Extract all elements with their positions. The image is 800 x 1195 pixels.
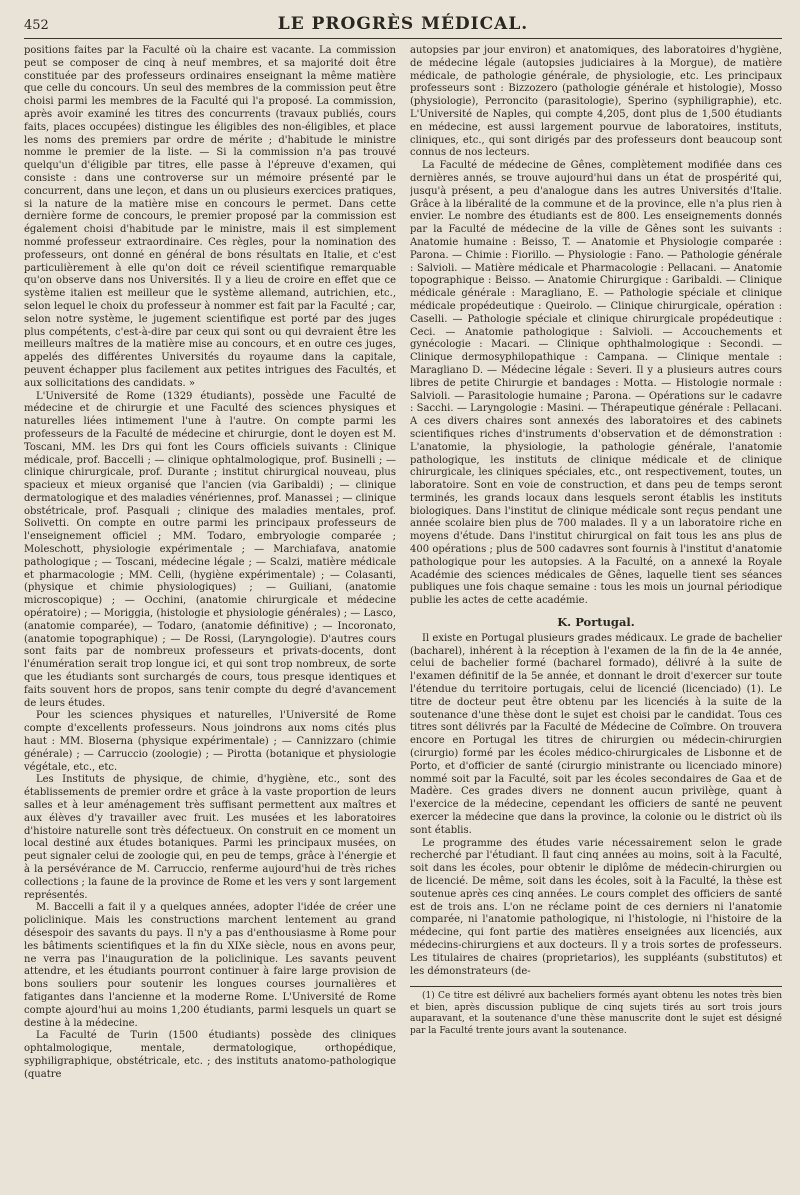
page-number: 452 (24, 18, 49, 33)
text-columns (24, 45, 782, 1195)
journal-title: LE PROGRÈS MÉDICAL. (277, 14, 529, 34)
page-header (24, 14, 782, 39)
paragraph: Il existe en Portugal plusieurs grades médicaux. Le grade de bachelier (bacharel), inhérent à la réception à l'examen de la fin de la 4e année, celui de bachelier formé (bacharel formado), délivré à la suite de l'examen définitif de la 5e année, et donnant le droit d'exercer sur toute l'étendue du territoire portugais, celui de licencié (licenciado) (1). Le titre de docteur peut être obtenu par les licenciés à la suite de la soutenance d'une thèse dont le sujet est choisi par le candidat. Tous ces titres sont délivrés par la Faculté de Médecine de Coïmbre. On trouvera encore en Portugal les titres de chirurgien ou médecin-chirurgien (cirurgio) formé par les écoles médico-chirurgicales de Lisbonne et de Porto, et d'officier de santé (cirurgio ministrante ou licenciado minore) nommé soit par la Faculté, soit par les écoles secondaires de Gaa et de Madère. Ces grades divers ne donnent aucun privilège, quant à l'exercice de la médecine, cependant les officiers de santé ne peuvent exercer la médecine que dans la province, la colonie ou le district où ils sont établis. (410, 632, 782, 836)
footnote-divider (410, 986, 782, 987)
paragraph: La Faculté de Turin (1500 étudiants) possède des cliniques ophtalmologique, mentale, dermatologique, orthopédique, syphiligraphique, obstétricale, etc. ; des instituts anatomo-pathologique (quatre (24, 1030, 396, 1080)
right-column (410, 45, 782, 1195)
paragraph: La Faculté de médecine de Gênes, complètement modifiée dans ces dernières annés, se trouve aujourd'hui dans un état de prospérité qui, jusqu'à présent, a peu d'analogue dans les autres Universités d'Italie. Grâce à la libéralité de la commune et de la province, elle n'a plus rien à envier. Le nombre des étudiants est de 800. Les enseignements donnés par la Faculté de médecine de la ville de Gênes sont les suivants : Anatomie humaine : Beisso, T. — Anatomie et Physiologie comparée : Parona. — Chimie : Fiorillo. — Physiologie : Fano. — Pathologie générale : Salvioli. — Matière médicale et Pharmacologie : Pellacani. — Anatomie topographique : Beisso. — Anatomie Chirurgique : Garibaldi. — Clinique médicale générale : Maragliano, E. — Pathologie spéciale et clinique médicale propédeutique : Queirolo. — Clinique chirurgicale, opération : Caselli. — Pathologie spéciale et clinique chirurgicale propédeutique : Ceci. — Anatomie pathologique : Salvioli. — Accouchements et gynécologie : Macari. — Clinique ophthalmologique : Secondi. — Clinique dermosyphilopathique : Campana. — Clinique mentale : Maragliano D. — Médecine légale : Severi. Il y a plusieurs autres cours libres de petite Chirurgie et bandages : Motta. — Histologie normale : Salvioli. — Parasitologie humaine ; Parona. — Opérations sur le cadavre : Sacchi. — Laryngologie : Masini. — Thérapeutique générale : Pellacani. A ces divers chaires sont annexés des laboratoires et des cabinets scientifiques riches d'instruments d'observation et de démonstration : L'anatomie, la physiologie, la pathologie générale, l'anatomie pathologique, les instituts de clinique médicale et de clinique chirurgicale, les cliniques spéciales, etc., ont respectivement, toutes, un laboratoire. Sont en voie de construction, et dans peu de temps seront terminés, les grands locaux dans lesquels seront établis les instituts biologiques. Dans l'institut de clinique médicale sont reçus pendant une année scolaire bien plus de 700 malades. Il y a un laboratoire riche en moyens d'étude. Dans l'institut chirurgical on fait tous les ans plus de 400 opérations ; plus de 500 cadavres sont fournis à l'institut d'anatomie pathologique pour les autopsies. A la Faculté, on a annexé la Royale Académie des sciences médicales de Gênes, laquelle tient ses séances publiques une fois chaque semaine : tous les mois un journal périodique publie les actes de cette académie. (410, 160, 782, 607)
paragraph: L'Université de Rome (1329 étudiants), possède une Faculté de médecine et de chirurgie et une Faculté des sciences physiques et naturelles liées intimement l'une à l'autre. On compte parmi les professeurs de la Faculté de médecine et chirurgie, dont le doyen est M. Toscani, MM. les Drs qui font les Cours officiels suivants : Clinique médicale, prof. Baccelli ; — clinique ophtalmologique, prof. Businelli ; — clinique chirurgicale, prof. Durante ; institut chirurgical nouveau, plus spacieux et mieux organisé que l'ancien (via Garibaldi) ; — clinique dermatologique et des maladies vénériennes, prof. Manassei ; — clinique obstétricale, prof. Pasquali ; clinique des maladies mentales, prof. Solivetti. On compte en outre parmi les principaux professeurs de l'enseignement officiel ; MM. Todaro, embryologie comparée ; Moleschott, physiologie expérimentale ; — Marchiafava, anatomie pathologique ; — Toscani, médecine légale ; — Scalzi, matière médicale et pharmacologie ; MM. Celli, (hygiène expérimentale) ; — Colasanti, (physique et chimie physiologiques) ; — Guiliani, (anatomie microscopique) ; — Occhini, (anatomie chirurgicale et médecine opératoire) ; — Moriggia, (histologie et physiologie générales) ; — Lasco, (anatomie comparée), — Todaro, (anatomie définitive) ; — Incoronato, (anatomie topographique) ; — De Rossi, (Laryngologie). D'autres cours sont faits par de nombreux professeurs et privats-docents, dont l'énumération serait trop longue ici, et qui sont trop nombreux, de sorte que les étudiants sont surchargés de cours, tous presque identiques et faits souvent hors de propos, sans tenir compte du degré d'avancement de leurs études. (24, 390, 396, 709)
paragraph: positions faites par la Faculté où la chaire est vacante. La commission peut se composer de cinq à neuf membres, et sa majorité doit être constituée par des professeurs ordinaires enseignant la même matière que celle du concours. Un seul des membres de la commission peut être choisi parmi les membres de la Faculté qui l'a proposé. La commission, après avoir examiné les titres des concurrents (travaux publiés, cours faits, places occupées) distingue les éligibles des non-éligibles, et place les noms des premiers par ordre de mérite ; d'habitude le ministre nomme le premier de la liste. — Si la commission n'a pas trouvé quelqu'un d'éligible par titres, elle passe à l'épreuve d'examen, qui consiste : dans une controverse sur un mémoire présenté par le concurrent, dans une leçon, et dans un ou plusieurs exercices pratiques, si la nature de la matière mise en concours le permet. Dans cette dernière forme de concours, le premier proposé par la commission est également choisi d'habitude par le ministre, mais il est simplement nommé professeur extraordinaire. Ces règles, pour la nomination des professeurs, ont donné en général de bons résultats en Italie, et c'est particulièrement à elle qu'on doit ce réveil scientifique remarquable qu'on observe dans nos Universités. Il y a lieu de croire en effet que ce système italien est meilleur que le système allemand, autrichien, etc., selon lequel le choix du professeur à nommer est fait par la Faculté ; car, selon notre système, le jugement scientifique est porté par des juges plus compétents, c'est-à-dire par ceux qui sont ou qui devraient être les meilleurs maîtres de la matière mise au concours, et en outre ces juges, appelés des différentes Universités du royaume dans la capitale, peuvent échapper plus facilement aux petites intrigues des Facultés, et aux sollicitations des candidats. » (24, 45, 396, 389)
paragraph: Le programme des études varie nécessairement selon le grade recherché par l'étudiant. Il faut cinq années au moins, soit à la Faculté, soit dans les écoles, pour obtenir le diplôme de médecin-chirurgien ou de licencié. De même, soit dans les écoles, soit à la Faculté, la thèse est soutenue après ces cinq années. Le cours complet des officiers de santé est de trois ans. L'on ne réclame point de ces derniers ni l'anatomie comparée, ni l'anatomie pathologique, ni l'histologie, ni l'histoire de la médecine, qui font partie des matières enseignées aux licenciés, aux médecins-chirurgiens et aux docteurs. Il y a trois sortes de professeurs. Les titulaires de chaires (proprietarios), les suppléants (substitutos) et les démonstrateurs (de- (410, 837, 782, 977)
paragraph: Pour les sciences physiques et naturelles, l'Université de Rome compte d'excellents professeurs. Nous joindrons aux noms cités plus haut : MM. Bloserna (physique expérimentale) ; — Cannizzaro (chimie générale) ; — Carruccio (zoologie) ; — Pirotta (botanique et physiologie végétale, etc., etc. (24, 710, 396, 773)
left-column (24, 45, 396, 1195)
footnote: (1) Ce titre est délivré aux bacheliers formés ayant obtenu les notes très bien et bien, après discussion publique de cinq sujets tirés au sort trois jours auparavant, et la soutenance d'une thèse manuscrite dont le sujet est désigné par la Faculté trente jours avant la soutenance. (410, 991, 782, 1036)
paragraph: M. Baccelli a fait il y a quelques années, adopter l'idée de créer une policlinique. Mais les constructions marchent lentement au grand désespoir des savants du pays. Il n'y a pas d'enthousiasme à Rome pour les bâtiments scientifiques et la fin du XIXe siècle, nous en avons peur, ne verra pas l'inauguration de la policlinique. Les savants peuvent attendre, et les étudiants pourront continuer à faire large provision de bons souliers pour soutenir les longues courses journalières et fatigantes dans l'ancienne et la moderne Rome. L'Université de Rome compte ajourd'hui au moins 1,200 étudiants, parmi lesquels un quart se destine à la médecine. (24, 902, 396, 1029)
paragraph: autopsies par jour environ) et anatomiques, des laboratoires d'hygiène, de médecine légale (autopsies judiciaires à la Morgue), de matière médicale, de pathologie générale, de physiologie, etc. Les principaux professeurs sont : Bizzozero (pathologie générale et histologie), Mosso (physiologie), Perroncito (parasitologie), Sperino (syphiligraphie), etc. L'Université de Naples, qui compte 4,205, dont plus de 1,500 étudiants en médecine, est aussi largement pourvue de laboratoires, instituts, cliniques, etc., qui sont dirigés par des professeurs dont beaucoup sont connus de nos lecteurs. (410, 45, 782, 159)
paragraph: Les Instituts de physique, de chimie, d'hygiène, etc., sont des établissements de premier ordre et grâce à la vaste proportion de leurs salles et à leur aménagement très suffisant permettent aux maîtres et aux élèves d'y travailler avec fruit. Les musées et les laboratoires d'histoire naturelle sont très défectueux. On construit en ce moment un local destiné aux études botaniques. Parmi les principaux musées, on peut signaler celui de zoologie qui, en peu de temps, grâce à l'énergie et à la persévérance de M. Carruccio, renferme aujourd'hui de très riches collections ; la faune de la province de Rome et les vers y sont largement représentés. (24, 774, 396, 901)
section-heading: K. Portugal. (557, 615, 635, 630)
